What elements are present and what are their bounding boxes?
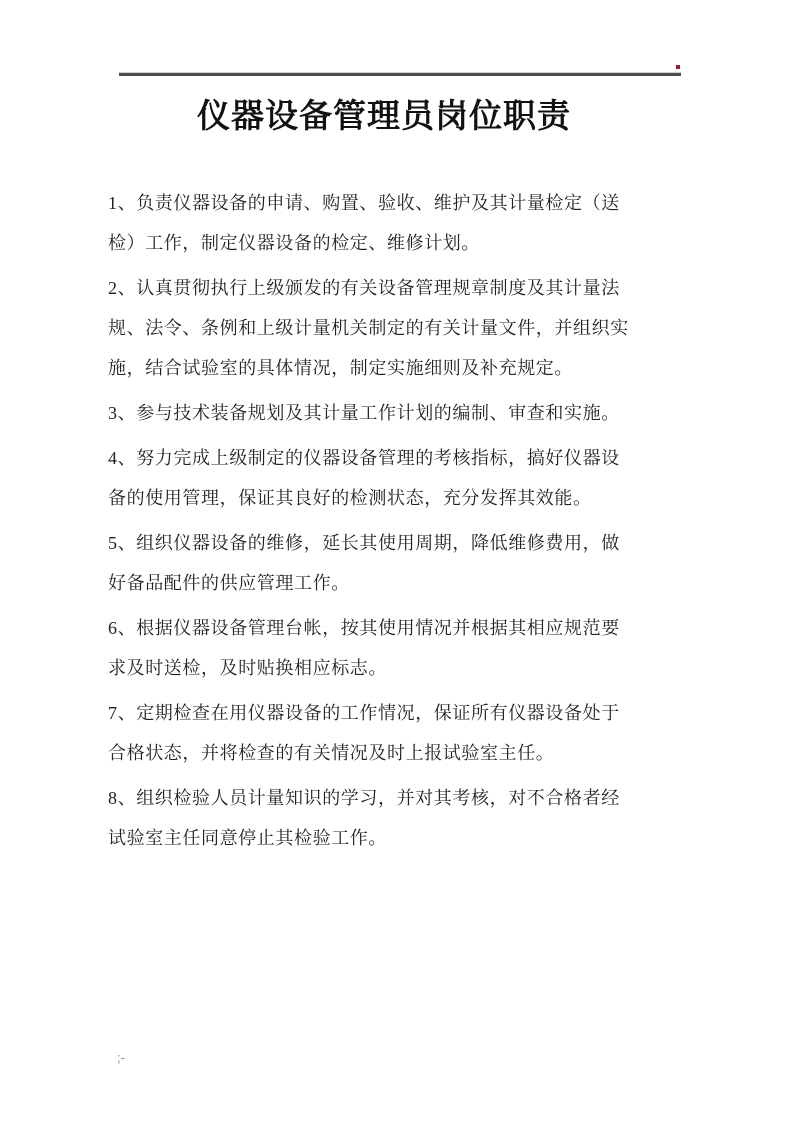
paragraph-line: 合格状态，并将检查的有关情况及时上报试验室主任。 <box>108 743 555 763</box>
corner-dot <box>676 65 680 69</box>
paragraph-4 <box>108 438 688 518</box>
paragraph-8 <box>108 778 688 858</box>
paragraph-line: 6、根据仪器设备管理台帐，按其使用情况并根据其相应规范要 <box>108 618 620 638</box>
paragraph-line: 好备品配件的供应管理工作。 <box>108 573 350 593</box>
paragraph-7 <box>108 693 688 773</box>
paragraph-line: 1、负责仪器设备的申请、购置、验收、维护及其计量检定（送 <box>108 193 620 213</box>
paragraph-line: 4、努力完成上级制定的仪器设备管理的考核指标，搞好仪器设 <box>108 448 620 468</box>
paragraph-5 <box>108 523 688 603</box>
paragraph-line: 3、参与技术装备规划及其计量工作计划的编制、审查和实施。 <box>108 403 620 423</box>
header-rule <box>119 72 681 76</box>
paragraph-3 <box>108 393 688 433</box>
paragraph-2 <box>108 268 688 388</box>
document-body <box>108 183 688 863</box>
paragraph-line: 2、认真贯彻执行上级颁发的有关设备管理规章制度及其计量法 <box>108 278 620 298</box>
paragraph-line: 检）工作，制定仪器设备的检定、维修计划。 <box>108 233 480 253</box>
paragraph-line: 规、法令、条例和上级计量机关制定的有关计量文件，并组织实 <box>108 318 629 338</box>
paragraph-line: 试验室主任同意停止其检验工作。 <box>108 828 387 848</box>
paragraph-6 <box>108 608 688 688</box>
paragraph-1 <box>108 183 688 263</box>
paragraph-line: 8、组织检验人员计量知识的学习，并对其考核，对不合格者经 <box>108 788 620 808</box>
footer-mark: ;- <box>117 1050 125 1065</box>
paragraph-line: 备的使用管理，保证其良好的检测状态，充分发挥其效能。 <box>108 488 592 508</box>
paragraph-line: 7、定期检查在用仪器设备的工作情况，保证所有仪器设备处于 <box>108 703 620 723</box>
paragraph-line: 施，结合试验室的具体情况，制定实施细则及补充规定。 <box>108 358 573 378</box>
paragraph-line: 求及时送检，及时贴换相应标志。 <box>108 658 387 678</box>
page-title: 仪器设备管理员岗位职责 <box>197 99 571 135</box>
paragraph-line: 5、组织仪器设备的维修，延长其使用周期，降低维修费用，做 <box>108 533 620 553</box>
